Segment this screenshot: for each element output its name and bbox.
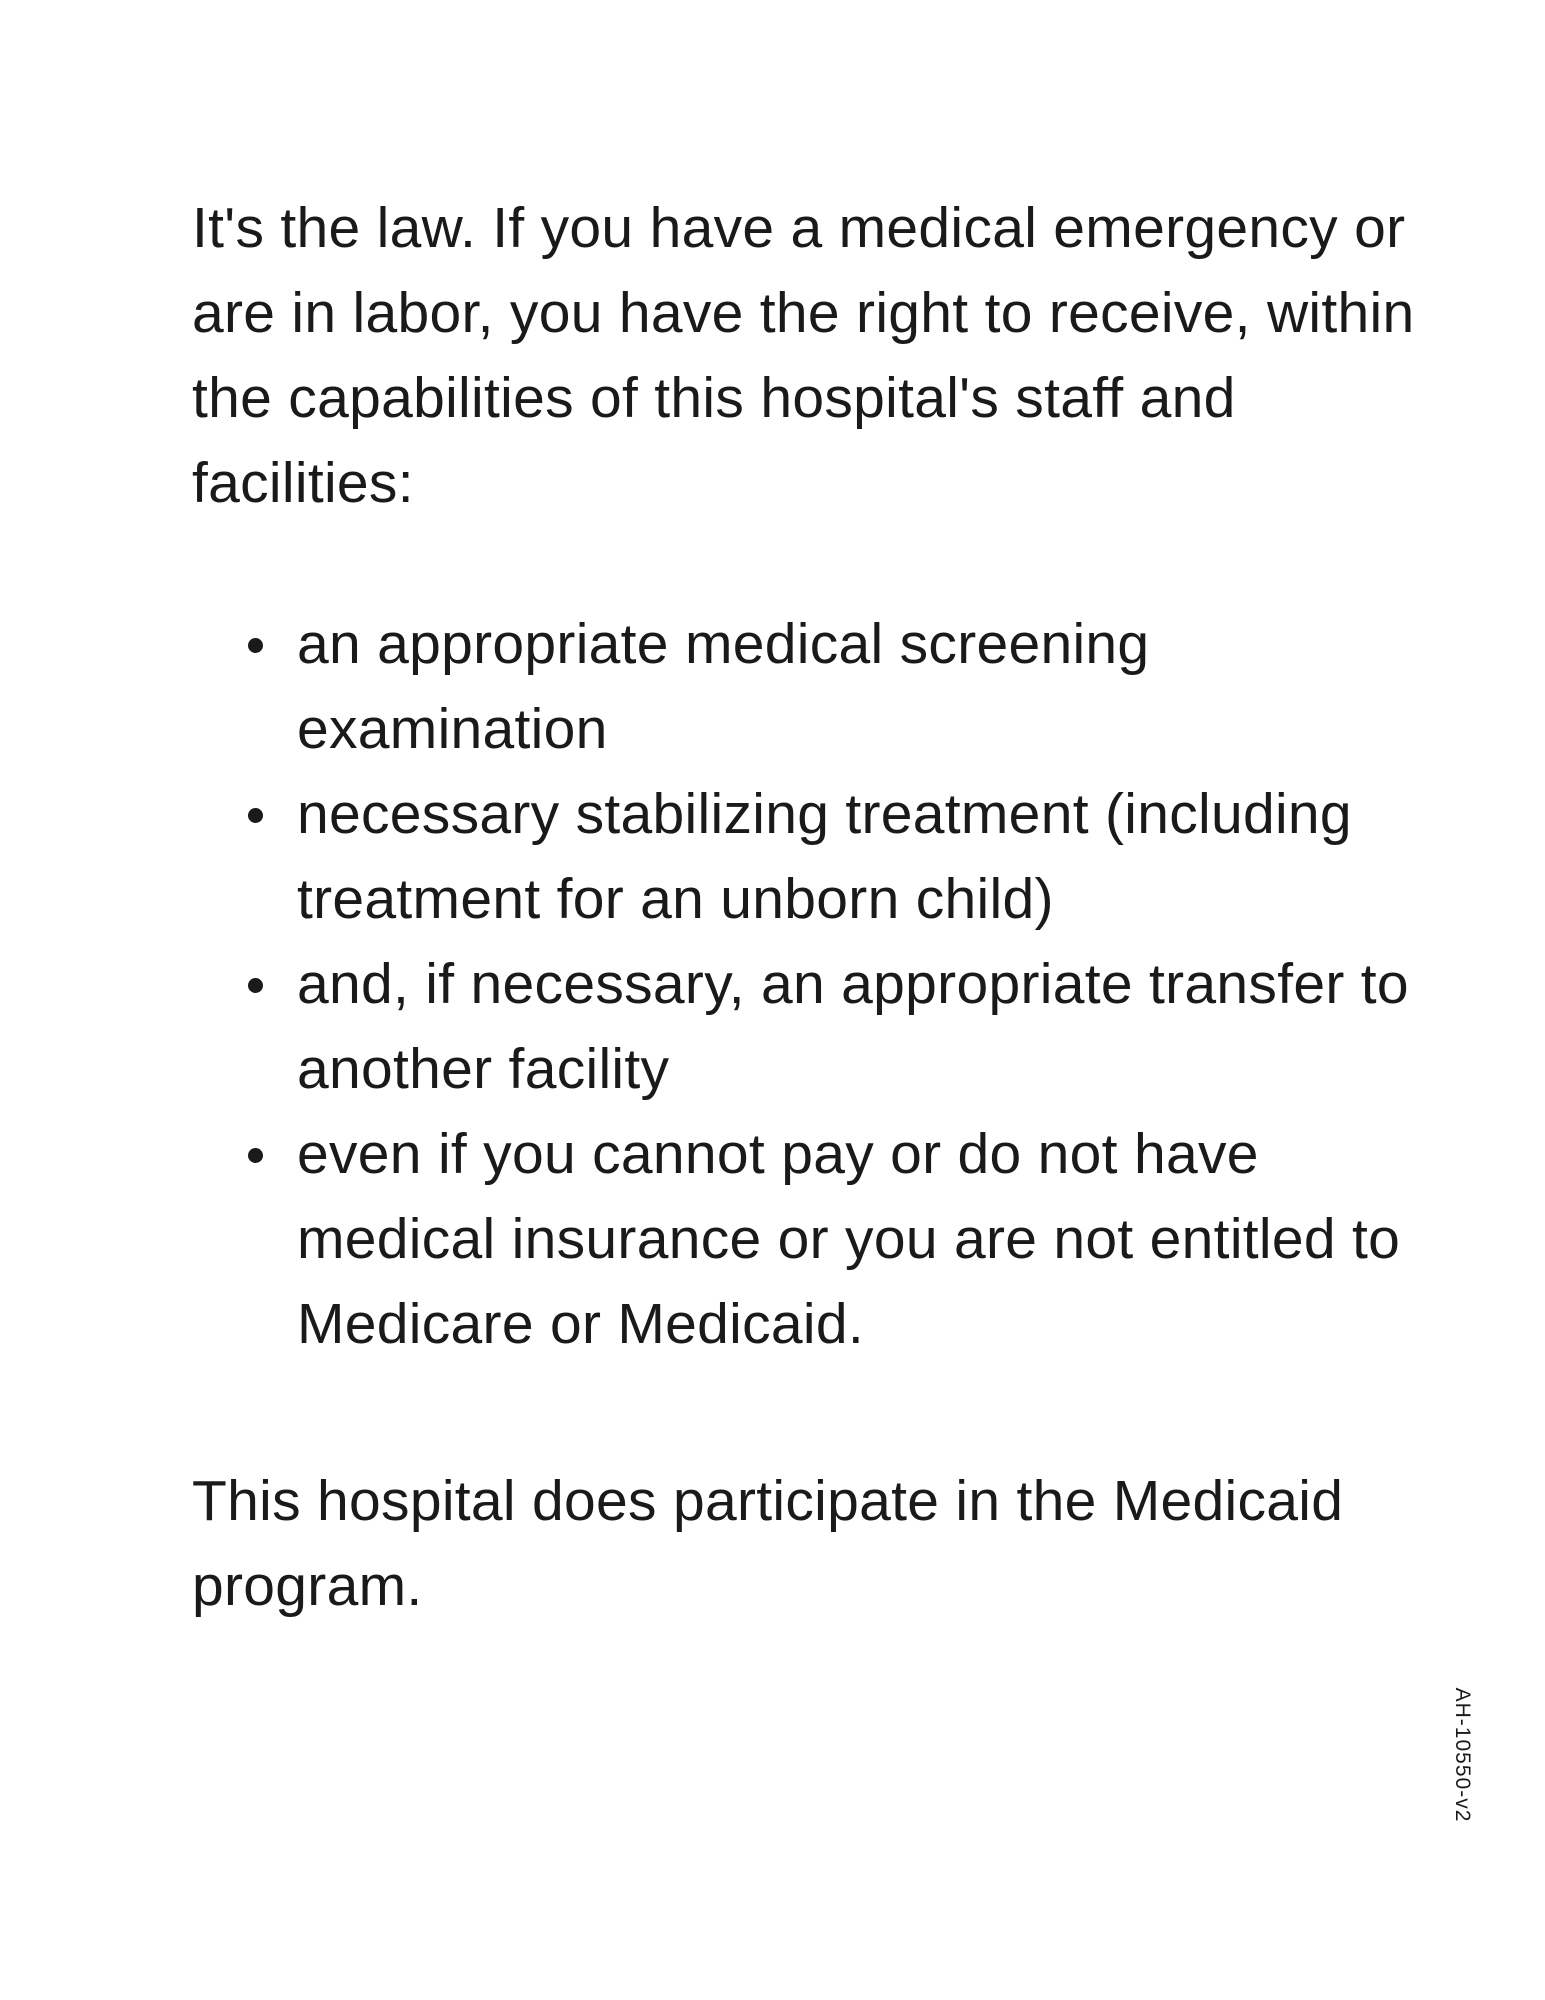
- closing-paragraph: This hospital does participate in the Medicaid program.: [192, 1469, 1344, 1618]
- list-item: [192, 772, 1432, 942]
- bullet-icon: [248, 1148, 263, 1163]
- bullet-icon: [248, 638, 263, 653]
- emtala-notice: [192, 186, 1432, 1629]
- bullet-icon: [248, 808, 263, 823]
- list-item: [192, 1112, 1432, 1367]
- bullet-icon: [248, 978, 263, 993]
- list-item-text: and, if necessary, an appropriate transfer to another facility: [297, 952, 1409, 1101]
- list-item-text: an appropriate medical screening examination: [297, 612, 1150, 761]
- list-item-text: even if you cannot pay or do not have medical insurance or you are not entitled to Medicare or Medicaid.: [297, 1122, 1401, 1356]
- list-item: [192, 942, 1432, 1112]
- form-code: AH-10550-v2: [1451, 1687, 1474, 1823]
- intro-paragraph: It's the law. If you have a medical emergency or are in labor, you have the right to receive, within the capabilities of this hospital's staff and facilities:: [192, 196, 1415, 515]
- list-item: [192, 602, 1432, 772]
- rights-list: [192, 602, 1432, 1367]
- list-item-text: necessary stabilizing treatment (including treatment for an unborn child): [297, 782, 1352, 931]
